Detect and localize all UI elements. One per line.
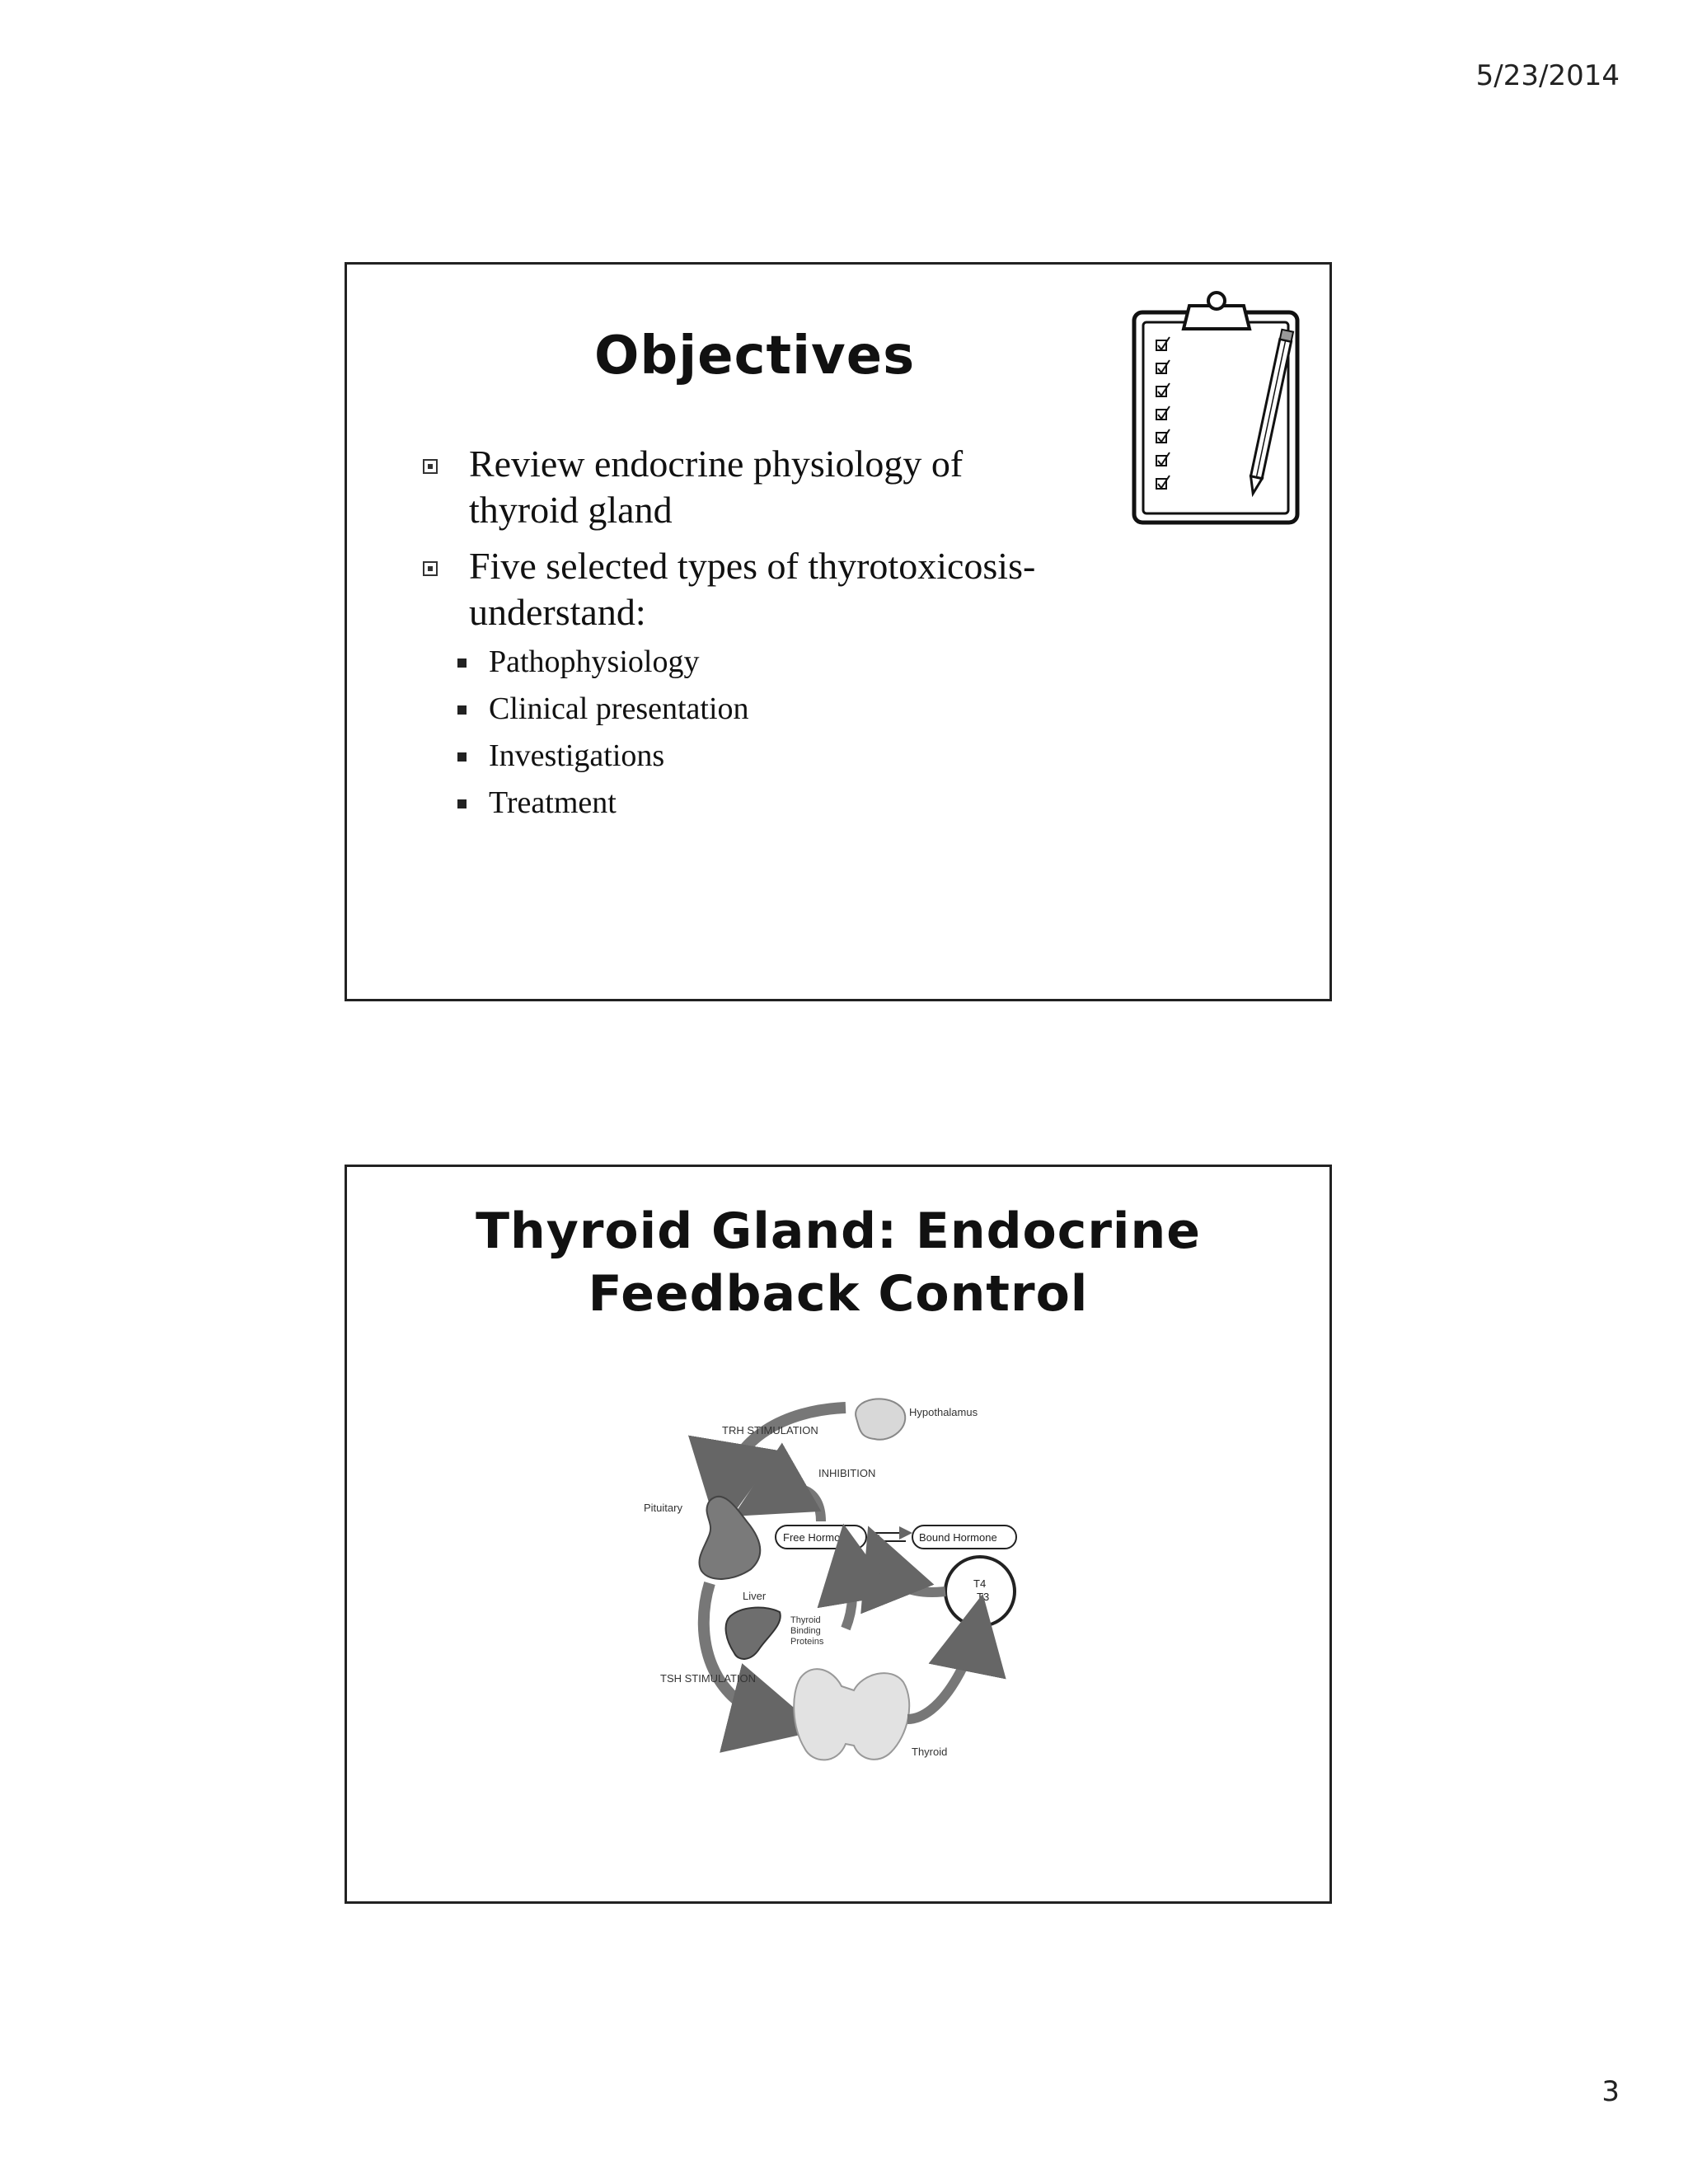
pituitary-label: Pituitary bbox=[644, 1502, 682, 1514]
liver-shape bbox=[726, 1608, 781, 1659]
hypothalamus-label: Hypothalamus bbox=[909, 1406, 978, 1418]
free-hormone-label: Free Hormone bbox=[783, 1531, 852, 1544]
bullet-text: Five selected types of thyrotoxicosis- understand: bbox=[469, 545, 1036, 633]
slide-title: Objectives bbox=[594, 326, 916, 387]
feedback-diagram bbox=[644, 1390, 1072, 1793]
sub-bullet-text: Treatment bbox=[489, 785, 617, 820]
liver-label: Liver bbox=[743, 1590, 767, 1602]
sub-bullet-text: Investigations bbox=[489, 738, 665, 773]
t4-label: T4 bbox=[973, 1577, 987, 1590]
slide-title bbox=[347, 1200, 1329, 1325]
square-bullet-icon bbox=[423, 459, 438, 474]
slide-thyroid-feedback bbox=[345, 1165, 1332, 1904]
sub-bullet-list bbox=[469, 639, 1132, 827]
secretion-arrow bbox=[907, 1633, 975, 1719]
square-bullet-icon bbox=[423, 561, 438, 576]
list-item bbox=[456, 639, 1132, 686]
bullet-icon bbox=[457, 658, 467, 668]
bullet-icon bbox=[457, 705, 467, 715]
trh-label: TRH STIMULATION bbox=[722, 1424, 818, 1436]
bullet-icon bbox=[457, 799, 467, 808]
title-line: Feedback Control bbox=[588, 1265, 1089, 1323]
release-arrow bbox=[883, 1563, 945, 1592]
binding-label-line3: Proteins bbox=[790, 1637, 824, 1647]
pituitary-shape bbox=[699, 1497, 760, 1579]
objectives-list bbox=[423, 441, 1132, 837]
list-item bbox=[456, 733, 1132, 780]
thyroid-label: Thyroid bbox=[912, 1746, 948, 1758]
sub-bullet-text: Pathophysiology bbox=[489, 644, 700, 679]
bullet-icon bbox=[457, 752, 467, 762]
hypothalamus-shape bbox=[856, 1399, 905, 1439]
binding-arrow bbox=[846, 1563, 852, 1629]
bullet-text: Review endocrine physiology of thyroid gland bbox=[469, 443, 964, 531]
thyroid-shape bbox=[794, 1669, 909, 1760]
list-item bbox=[456, 686, 1132, 733]
sub-bullet-text: Clinical presentation bbox=[489, 691, 749, 726]
binding-label-line2: Binding bbox=[790, 1626, 821, 1636]
title-line: Thyroid Gland: Endocrine bbox=[476, 1202, 1201, 1260]
page-number: 3 bbox=[1601, 2075, 1620, 2108]
tsh-label: TSH STIMULATION bbox=[660, 1672, 757, 1685]
page-date: 5/23/2014 bbox=[1475, 59, 1620, 92]
bound-hormone-label: Bound Hormone bbox=[919, 1531, 997, 1544]
inhibition-label: INHIBITION bbox=[818, 1467, 876, 1479]
list-item bbox=[423, 441, 1132, 533]
list-item bbox=[423, 543, 1132, 827]
inhibition-arrow bbox=[767, 1488, 821, 1521]
binding-label-line1: Thyroid bbox=[790, 1615, 821, 1625]
slide-objectives bbox=[345, 262, 1332, 1001]
list-item bbox=[456, 780, 1132, 827]
t3-label: T3 bbox=[977, 1591, 990, 1603]
clipboard-checklist-icon bbox=[1130, 289, 1303, 528]
